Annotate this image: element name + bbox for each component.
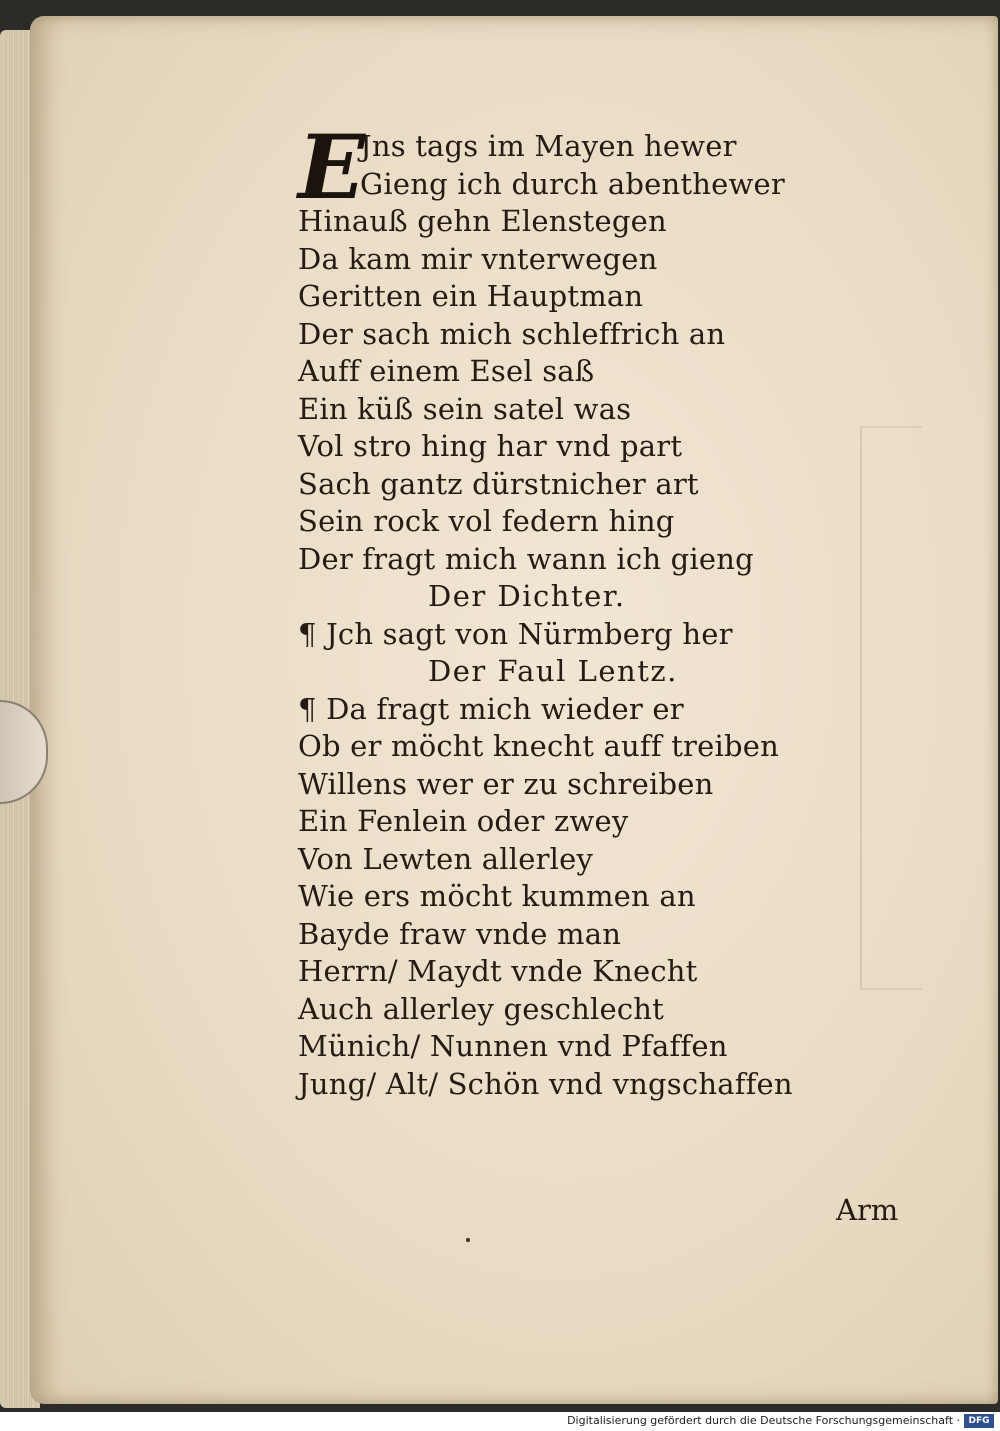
verse-line: Wie ers möcht kummen an [298,879,696,913]
verse-line: Vol stro hing har vnd part [298,429,683,463]
verse-line: Der sach mich schleffrich an [298,316,726,351]
drop-cap: E [298,115,366,219]
dfg-logo-icon[interactable]: DFG [964,1414,994,1428]
speaker-label: Der Dichter. [428,579,626,613]
show-through-woodcut [860,426,922,990]
verse-text [298,115,858,1103]
verse-line: ¶ Jch sagt von Nürmberg her [298,616,733,651]
verse-line: Hinauß gehn Elenstegen [298,204,667,238]
verse-line: Auch allerley geschlecht [298,991,664,1026]
verse-line: Sein rock vol federn hing [298,504,675,538]
verse-line: Geritten ein Hauptman [298,279,644,313]
footer [0,1412,1000,1431]
verse-line: Herrn/ Maydt vnde Knecht [298,954,698,988]
speaker-label: Der Faul Lentz. [428,654,678,688]
verse-line: Willens wer er zu schreiben [298,766,714,801]
verse-line: ¶ Da fragt mich wieder er [298,691,684,726]
page-dot [466,1238,470,1242]
verse-line: Auff einem Esel saß [298,354,595,388]
verse-line: Sach gantz dürstnicher art [298,466,699,501]
verse-line: Da kam mir vnterwegen [298,241,658,276]
verse-line: Jung/ Alt/ Schön vnd vngschaffen [298,1066,793,1101]
catchword: Arm [836,1193,899,1227]
verse-line: Jns tags im Mayen hewer [360,129,737,163]
verse-line: Bayde fraw vnde man [298,916,622,951]
verse-line: Gieng ich durch abenthewer [360,166,785,201]
dfg-credit-text: Digitalisierung gefördert durch die Deutsche Forschungsgemeinschaft · [567,1414,960,1427]
verse-line: Ob er möcht knecht auff treiben [298,729,779,763]
verse-line: Ein Fenlein oder zwey [298,804,629,838]
verse-line: Von Lewten allerley [298,841,594,876]
verse-line: Der fragt mich wann ich gieng [298,541,754,576]
verse-line: Ein küß sein satel was [298,391,632,426]
verse-line: Münich/ Nunnen vnd Pfaffen [298,1029,728,1063]
